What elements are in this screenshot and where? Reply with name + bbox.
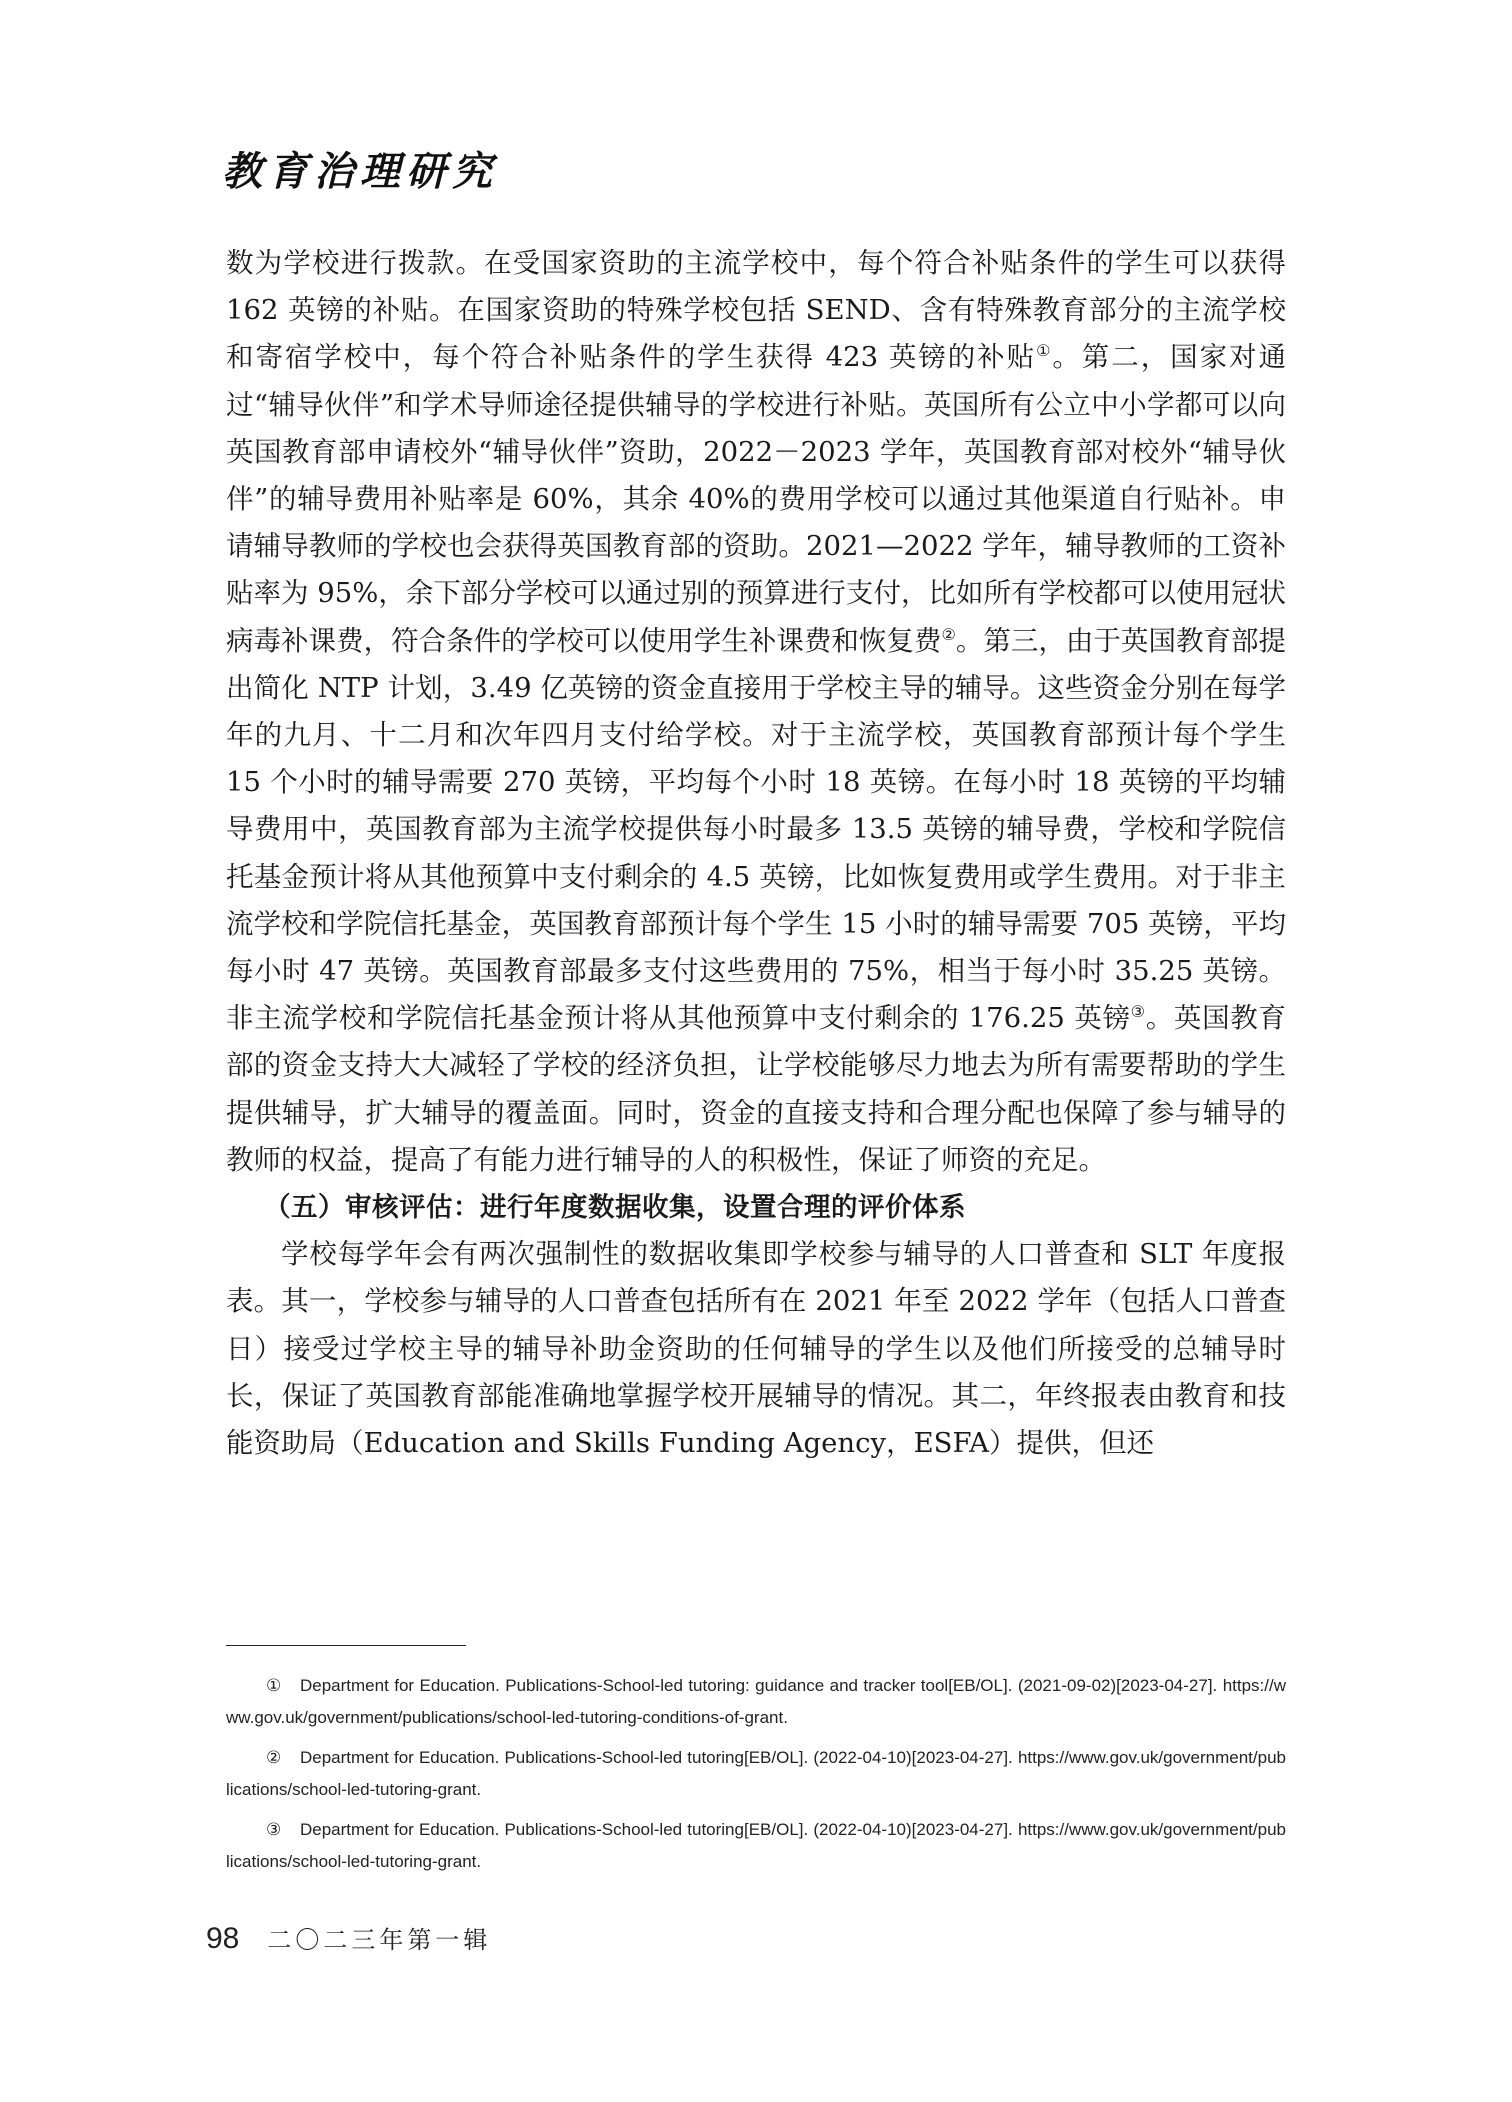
paragraph-1: [226, 240, 1286, 1184]
paragraph-1-part-c: 。第三，由于英国教育部提出简化 NTP 计划，3.49 亿英镑的资金直接用于学校主导的辅导。这些资金分别在每学年的九月、十二月和次年四月支付给学校。对于主流学校，英国教育部预计每个学生 15 个小时的辅导需要 270 英镑，平均每个小时 18 英镑。在每小时 18 英镑的平均辅导费用中，英国教育部为主流学校提供每小时最多 13.5 英镑的辅导费，学校和学院信托基金预计将从其他预算中支付剩余的 4.5 英镑，比如恢复费用或学生费用。对于非主流学校和学院信托基金，英国教育部预计每个学生 15 小时的辅导需要 705 英镑，平均每小时 47 英镑。英国教育部最多支付这些费用的 75%，相当于每小时 35.25 英镑。非主流学校和学院信托基金预计将从其他预算中支付剩余的 176.25 英镑: [226, 624, 1287, 1035]
paragraph-2: 学校每学年会有两次强制性的数据收集即学校参与辅导的人口普查和 SLT 年度报表。其一，学校参与辅导的人口普查包括所有在 2021 年至 2022 学年（包括人口普查日）接受过学校主导的辅导补助金资助的任何辅导的学生以及他们所接受的总辅导时长，保证了英国教育部能准确地掌握学校开展辅导的情况。其二，年终报表由教育和技能资助局（Education and Skills Funding Agency，ESFA）提供，但还: [226, 1238, 1286, 1460]
footnote-text: Department for Education. Publications-School-led tutoring: guidance and tracker tool[EB/OL]. (2021-09-02)[2023-04-27]. https://www.gov.uk/government/publications/school-led-tutoring-conditions-of-grant.: [226, 1676, 1286, 1727]
footnote-text: Department for Education. Publications-School-led tutoring[EB/OL]. (2022-04-10)[2023-04-27]. https://www.gov.uk/government/publications/school-led-tutoring-grant.: [226, 1820, 1286, 1871]
paragraph-1-part-a: 数为学校进行拨款。在受国家资助的主流学校中，每个符合补贴条件的学生可以获得 162 英镑的补贴。在国家资助的特殊学校包括 SEND、含有特殊教育部分的主流学校和寄宿学校中，每个符合补贴条件的学生获得 423 英镑的补贴: [226, 247, 1286, 374]
footnote-3: [226, 1814, 1286, 1878]
footnote-ref-3[interactable]: ③: [1130, 1002, 1146, 1022]
footnote-mark: ①: [266, 1676, 282, 1695]
footnote-2: [226, 1742, 1286, 1806]
section-heading: （五）审核评估：进行年度数据收集，设置合理的评价体系: [264, 1192, 966, 1224]
body-text: [226, 240, 1286, 1467]
footnote-mark: ②: [266, 1748, 282, 1767]
footnote-mark: ③: [266, 1820, 282, 1839]
issue-label: 二〇二三年第一辑: [267, 1926, 492, 1954]
footnote-divider: [226, 1645, 466, 1646]
paragraph-1-part-d: 。英国教育部的资金支持大大减轻了学校的经济负担，让学校能够尽力地去为所有需要帮助的学生提供辅导，扩大辅导的覆盖面。同时，资金的直接支持和合理分配也保障了参与辅导的教师的权益，提高了有能力进行辅导的人的积极性，保证了师资的充足。: [226, 1002, 1286, 1176]
footnote-text: Department for Education. Publications-School-led tutoring[EB/OL]. (2022-04-10)[2023-04-27]. https://www.gov.uk/government/publications/school-led-tutoring-grant.: [226, 1748, 1286, 1799]
footnote-ref-1[interactable]: ①: [1036, 341, 1053, 361]
paragraph-1-part-b: 。第二，国家对通过“辅导伙伴”和学术导师途径提供辅导的学校进行补贴。英国所有公立中小学都可以向英国教育部申请校外“辅导伙伴”资助，2022－2023 学年，英国教育部对校外“辅导伙伴”的辅导费用补贴率是 60%，其余 40%的费用学校可以通过其他渠道自行贴补。申请辅导教师的学校也会获得英国教育部的资助。2021—2022 学年，辅导教师的工资补贴率为 95%，余下部分学校可以通过别的预算进行支付，比如所有学校都可以使用冠状病毒补课费，符合条件的学校可以使用学生补课费和恢复费: [226, 341, 1286, 657]
page-footer: [206, 1920, 491, 1956]
footnote-1: [226, 1670, 1286, 1734]
page-number: 98: [206, 1922, 240, 1955]
journal-title: 教育治理研究: [222, 148, 498, 195]
footnotes: [226, 1670, 1286, 1886]
footnote-ref-2[interactable]: ②: [941, 624, 956, 644]
